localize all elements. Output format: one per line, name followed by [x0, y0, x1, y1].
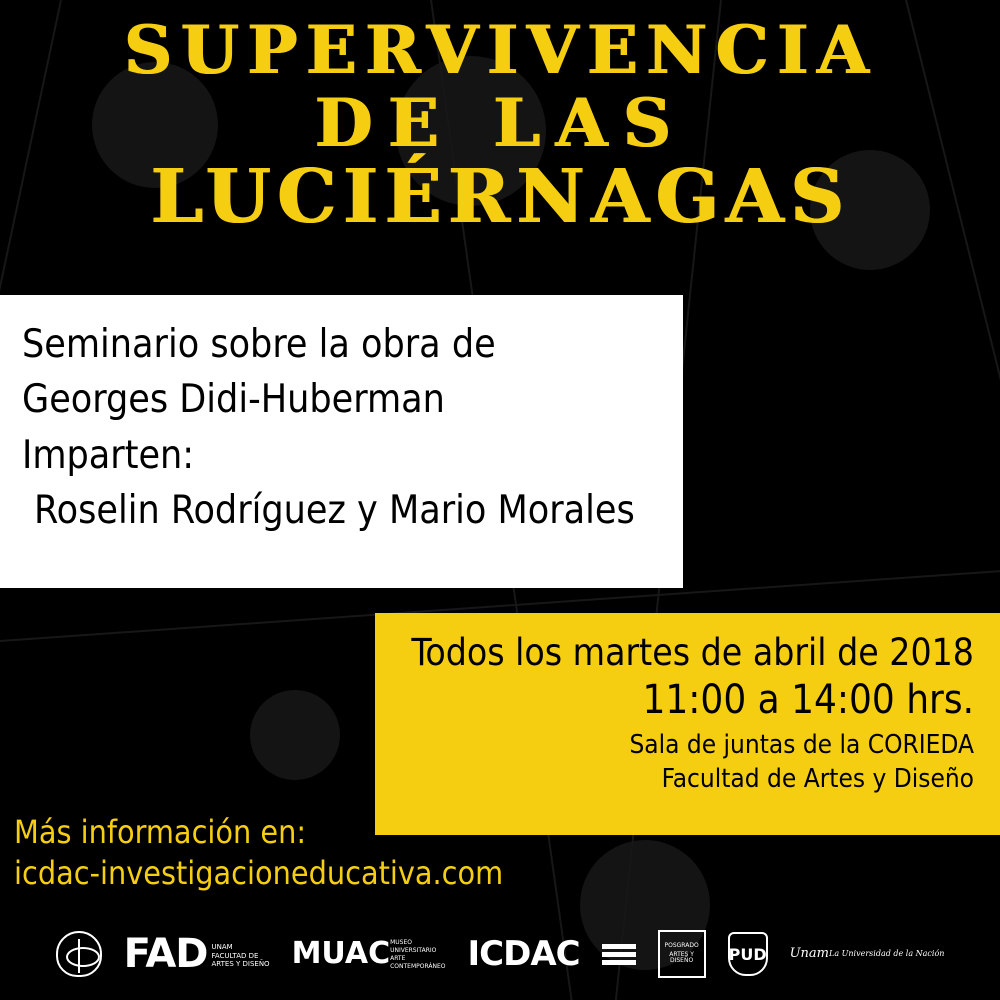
- more-info-label: Más información en:: [14, 813, 307, 851]
- fad-sub-3: ARTES Y DISEÑO: [211, 960, 270, 969]
- seminar-presenters-names: Roselin Rodríguez y Mario Morales: [34, 488, 635, 534]
- more-info-website[interactable]: icdac-investigacioneducativa.com: [14, 853, 504, 892]
- bg-circle-5: [250, 690, 340, 780]
- fad-logo-text: FAD: [123, 931, 208, 977]
- sponsor-logo-bar: [0, 930, 1000, 978]
- icdac-logo: ICDAC: [467, 934, 580, 974]
- unam-nacion-line-2: La Universidad de la Nación: [829, 949, 945, 958]
- poster-title: [0, 11, 1000, 241]
- muac-sub-1: MUSEO: [390, 939, 412, 947]
- muac-logo-text: MUAC: [291, 935, 391, 971]
- title-line-2: DE LAS: [314, 83, 686, 162]
- schedule-faculty: Facultad de Artes y Diseño: [661, 764, 974, 795]
- unam-seal-icon: [56, 931, 102, 977]
- iie-bar-mid: [602, 952, 636, 957]
- muac-logo: [292, 937, 446, 970]
- muac-logo-subtext: [390, 939, 445, 970]
- muac-sub-4: CONTEMPORÁNEO: [390, 962, 446, 970]
- title-line-3: LUCIÉRNAGAS: [149, 154, 851, 241]
- posgrado-logo: [658, 930, 706, 978]
- muac-sub-2: UNIVERSITARIO: [390, 947, 437, 955]
- schedule-venue: Sala de juntas de la CORIEDA: [629, 730, 974, 761]
- muac-sub-3: ARTE: [390, 955, 406, 962]
- fad-logo: [123, 931, 270, 977]
- iie-bar-top: [602, 944, 636, 949]
- seminar-author-line: Georges Didi-Huberman: [22, 377, 445, 423]
- schedule-panel: [375, 613, 1000, 835]
- schedule-hours: 11:00 a 14:00 hrs.: [642, 677, 974, 724]
- schedule-dates: Todos los martes de abril de 2018: [411, 631, 974, 674]
- title-line-1: SUPERVIVENCIA: [123, 11, 877, 89]
- seminar-info-panel: [0, 295, 683, 588]
- unam-nacion-line-1: Unam: [789, 945, 829, 961]
- pud-shield-logo: PUD: [728, 932, 768, 976]
- iie-logo: [602, 944, 636, 965]
- posgrado-line-2: ARTES Y DISEÑO: [669, 950, 694, 965]
- more-info-block: [14, 812, 503, 894]
- unam-nacion-logo: [790, 946, 945, 962]
- posgrado-line-1: POSGRADO: [664, 942, 699, 950]
- fad-logo-subtext: [211, 943, 269, 972]
- seminar-presenters-label: Imparten:: [22, 432, 195, 478]
- seminar-subject-line: Seminario sobre la obra de: [22, 322, 496, 367]
- iie-bar-bottom: [602, 960, 636, 965]
- fad-sub-2: FACULTAD DE: [211, 951, 259, 960]
- fad-sub-1: UNAM: [211, 942, 233, 951]
